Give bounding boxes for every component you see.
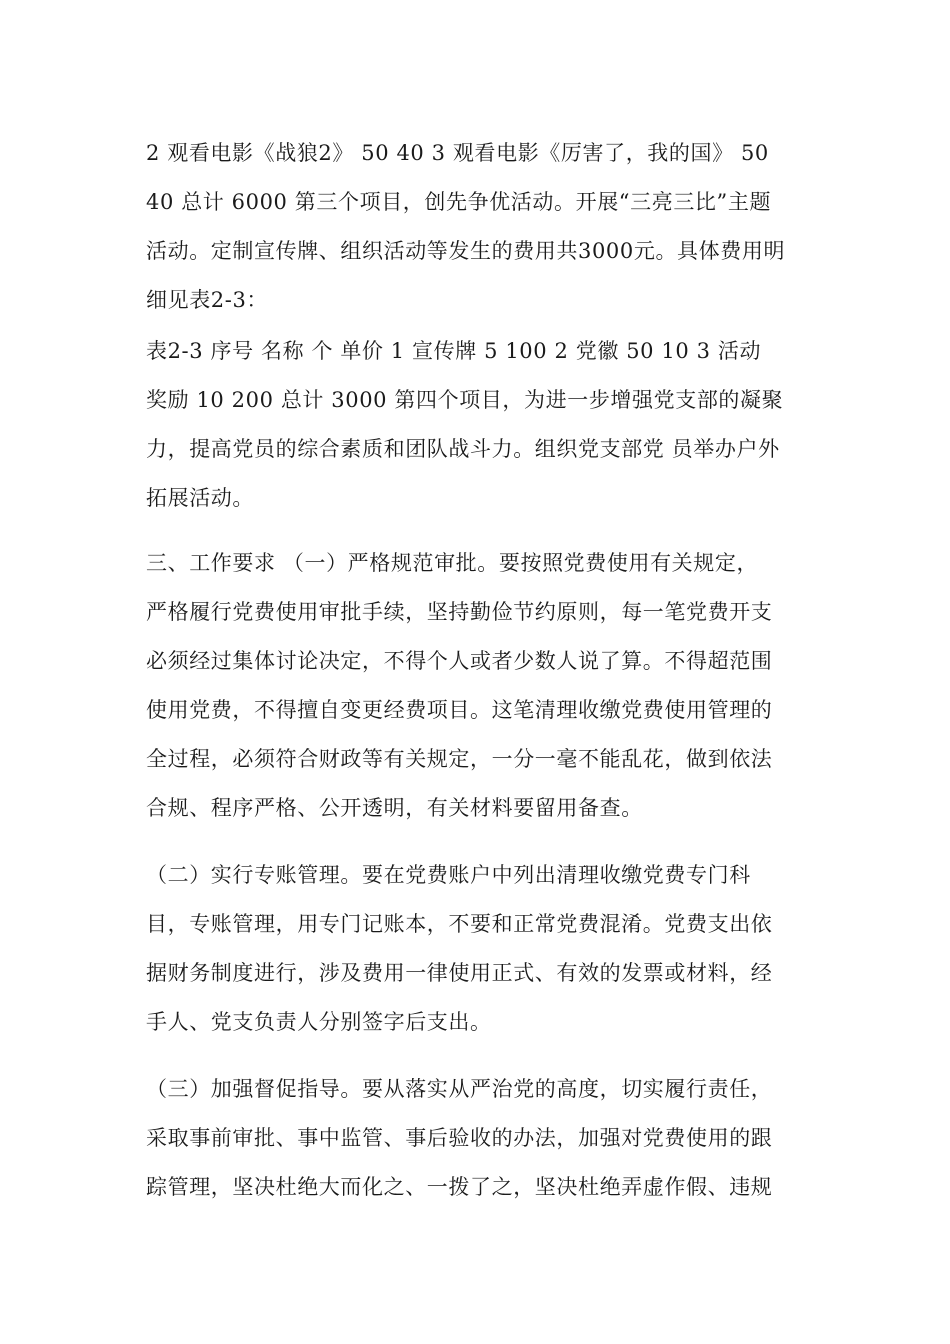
text-line: 细见表2-3： — [146, 288, 269, 312]
text-line: 全过程，必须符合财政等有关规定，一分一毫不能乱花，做到依法 — [146, 747, 773, 771]
text-line: 据财务制度进行，涉及费用一律使用正式、有效的发票或材料，经 — [146, 961, 773, 985]
text-line: 力，提高党员的综合素质和团队战斗力。组织党支部党 员举办户外 — [146, 437, 780, 461]
text-line: 目，专账管理，用专门记账本，不要和正常党费混淆。党费支出依 — [146, 912, 773, 936]
text-line: 踪管理，坚决杜绝大而化之、一拨了之，坚决杜绝弄虚作假、违规 — [146, 1175, 773, 1199]
text-line: 拓展活动。 — [146, 486, 254, 510]
text-line: 活动。定制宣传牌、组织活动等发生的费用共3000元。具体费用明 — [146, 239, 786, 263]
text-line: （二）实行专账管理。要在党费账户中列出清理收缴党费专门科 — [146, 863, 751, 887]
text-line: 表2-3 序号 名称 个 单价 1 宣传牌 5 100 2 党徽 50 10 3 活动 — [146, 339, 762, 363]
text-line: 严格履行党费使用审批手续，坚持勤俭节约原则，每一笔党费开支 — [146, 600, 773, 624]
text-line: 手人、党支负责人分别签字后支出。 — [146, 1010, 492, 1034]
text-line: （三）加强督促指导。要从落实从严治党的高度，切实履行责任， — [146, 1077, 773, 1101]
text-line: 使用党费，不得擅自变更经费项目。这笔清理收缴党费使用管理的 — [146, 698, 773, 722]
text-line: 采取事前审批、事中监管、事后验收的办法，加强对党费使用的跟 — [146, 1126, 773, 1150]
text-line: 奖励 10 200 总计 3000 第四个项目，为进一步增强党支部的凝聚 — [146, 388, 784, 412]
text-line: 40 总计 6000 第三个项目，创先争优活动。开展“三亮三比”主题 — [146, 190, 772, 214]
text-line: 必须经过集体讨论决定，不得个人或者少数人说了算。不得超范围 — [146, 649, 773, 673]
text-line: 合规、程序严格、公开透明，有关材料要留用备查。 — [146, 796, 643, 820]
text-line: 三、工作要求 （一）严格规范审批。要按照党费使用有关规定， — [146, 551, 759, 575]
text-line: 2 观看电影《战狼2》 50 40 3 观看电影《厉害了，我的国》 50 — [146, 141, 769, 165]
